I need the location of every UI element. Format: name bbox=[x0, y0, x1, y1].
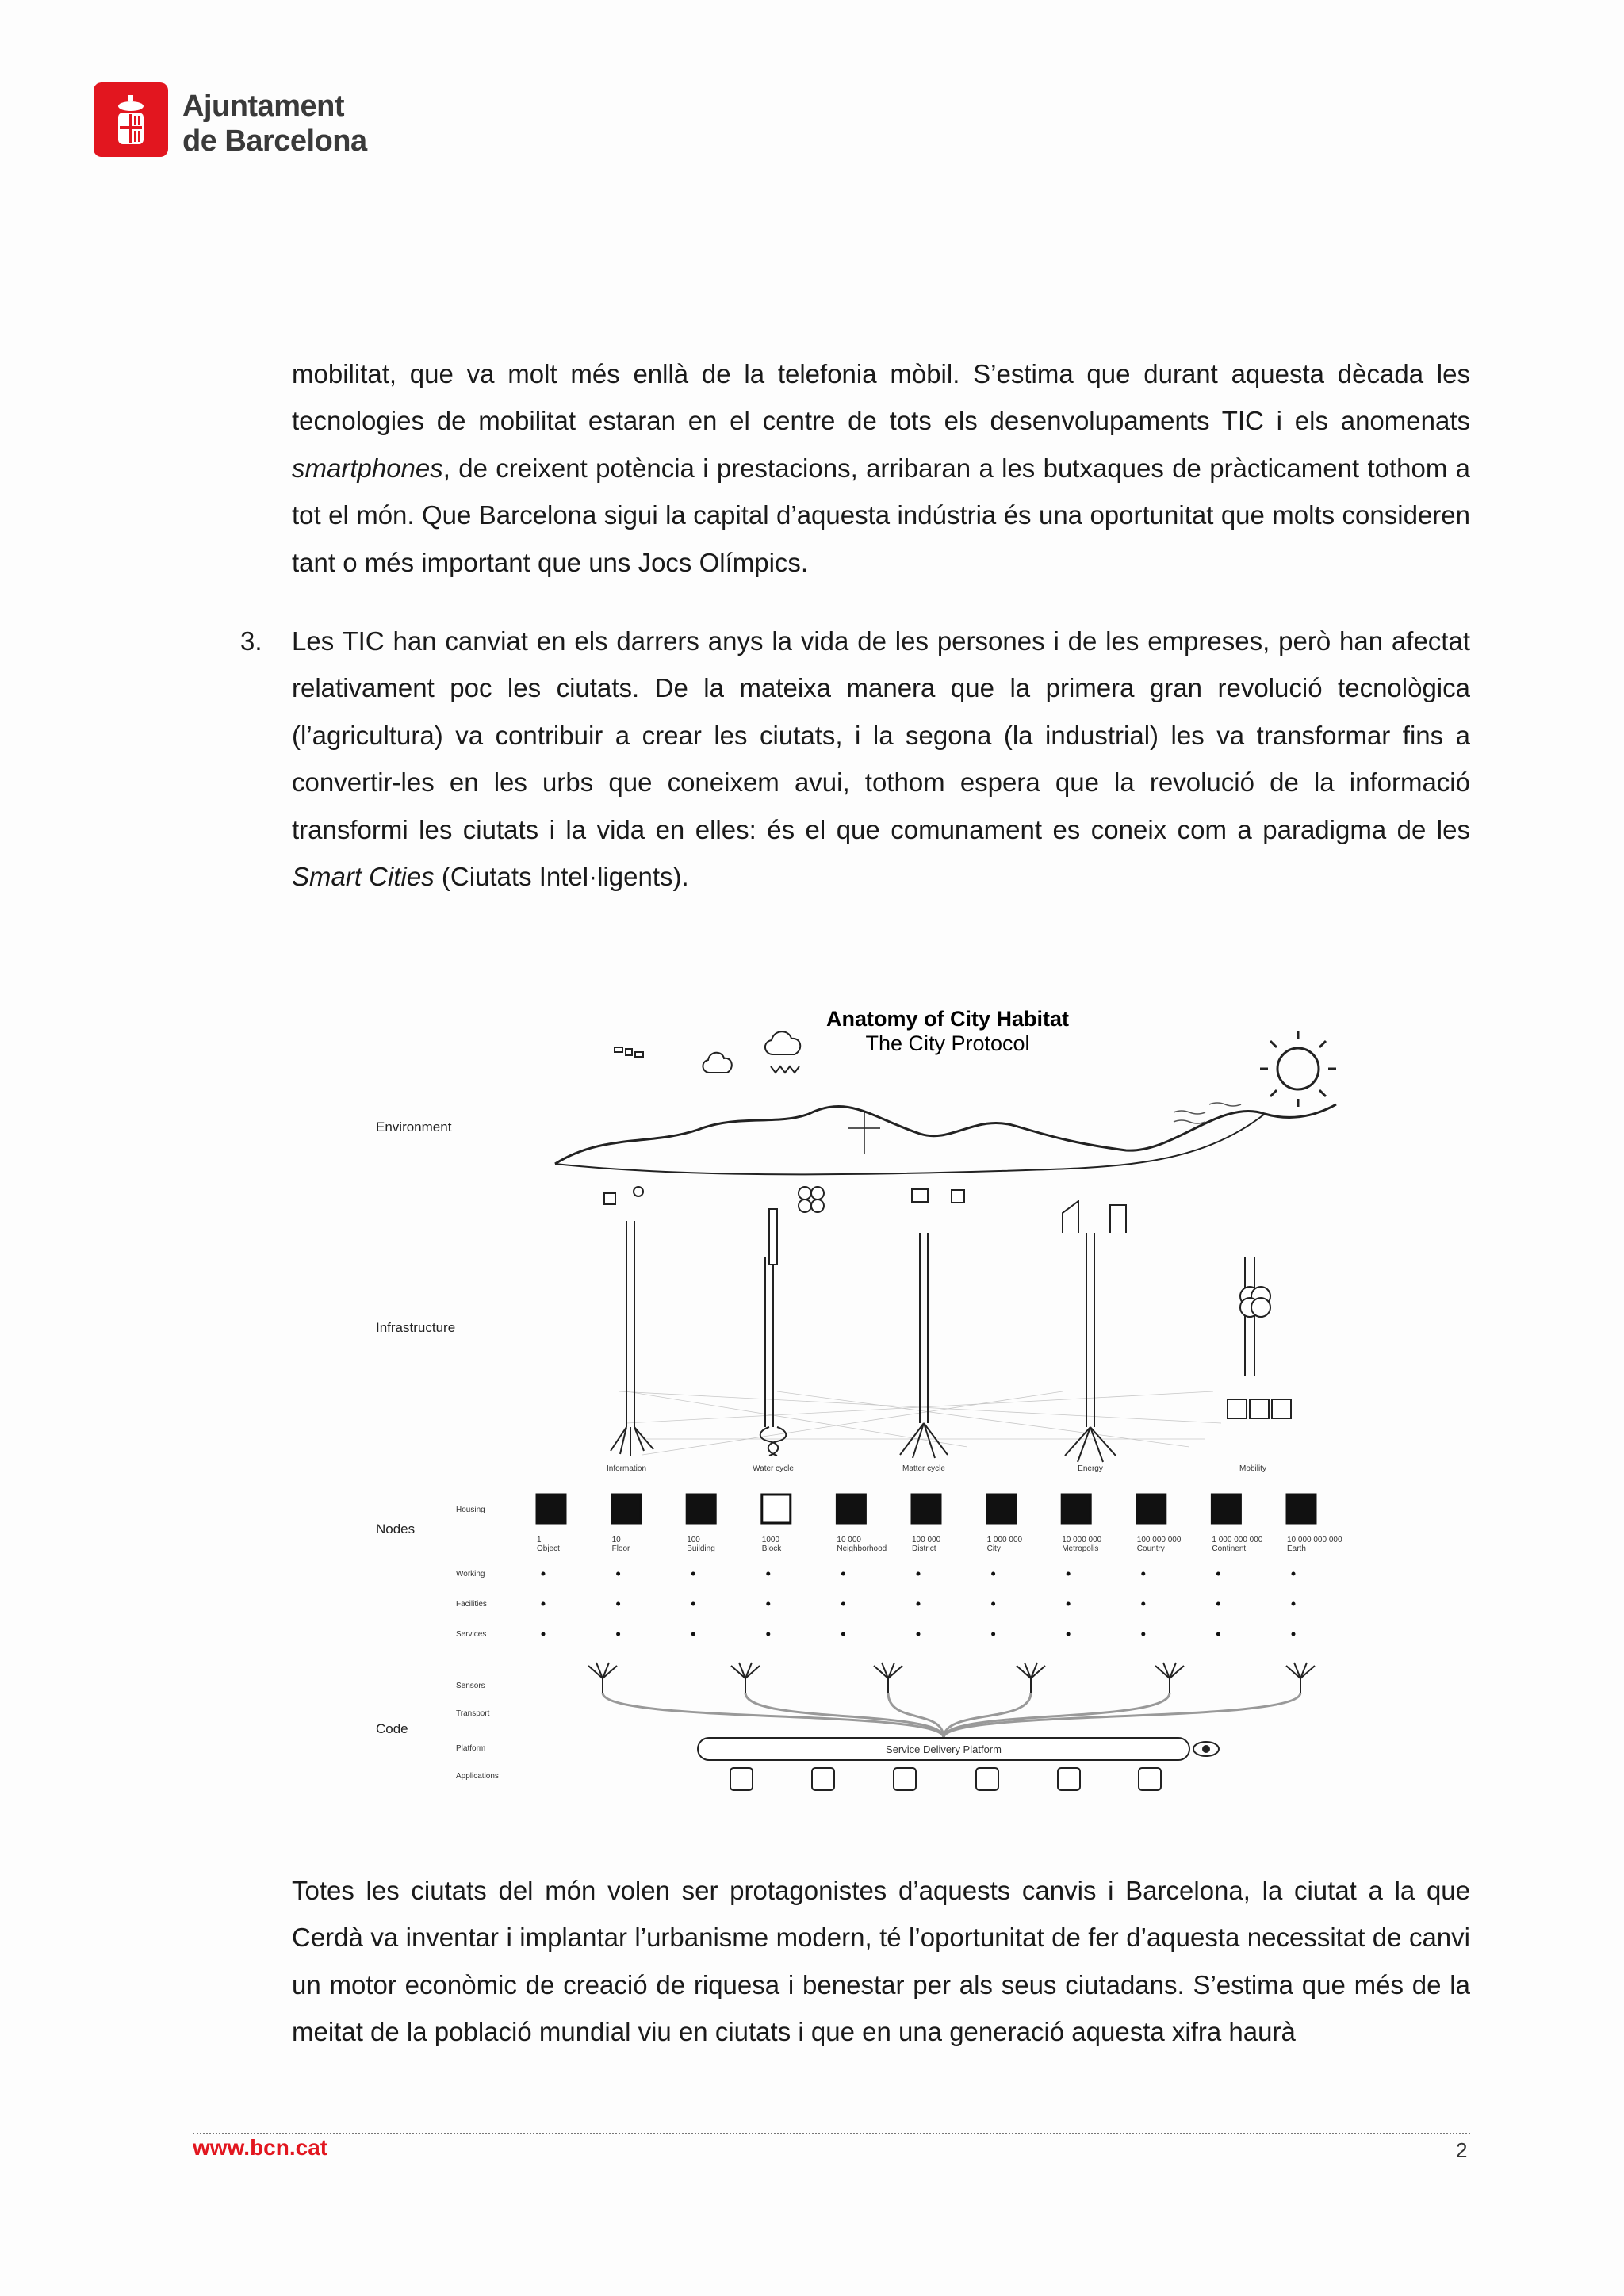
scale-name-label: Neighborhood bbox=[837, 1544, 887, 1553]
sensor-tree bbox=[1155, 1663, 1184, 1693]
scale-node-icon bbox=[1287, 1494, 1316, 1523]
node-dot bbox=[616, 1602, 620, 1606]
sensor-tree bbox=[874, 1663, 902, 1693]
sensor-tree bbox=[731, 1663, 760, 1693]
scale-count-label: 100 000 bbox=[912, 1536, 941, 1544]
application-icon bbox=[976, 1768, 998, 1790]
node-dot bbox=[766, 1632, 770, 1636]
node-dot bbox=[1292, 1602, 1296, 1606]
footer-divider bbox=[193, 2133, 1470, 2134]
scale-node-icon bbox=[687, 1494, 715, 1523]
scale-count-label: 10 000 000 bbox=[1062, 1536, 1102, 1544]
sensor-tree bbox=[1286, 1663, 1315, 1693]
paragraph-text: (Ciutats Intel·ligents). bbox=[434, 862, 689, 892]
node-dot bbox=[1216, 1632, 1220, 1636]
scale-name-label: Continent bbox=[1212, 1544, 1247, 1553]
sensor-tree bbox=[588, 1663, 617, 1693]
node-dot bbox=[1292, 1572, 1296, 1576]
application-icon bbox=[1058, 1768, 1080, 1790]
scale-count-label: 1 000 000 000 bbox=[1212, 1536, 1263, 1544]
application-icons bbox=[730, 1768, 1161, 1790]
scale-name-label: Metropolis bbox=[1062, 1544, 1099, 1553]
code-label-transport: Transport bbox=[456, 1709, 490, 1718]
node-dot bbox=[691, 1632, 695, 1636]
infra-label-water-cycle: Water cycle bbox=[753, 1464, 794, 1473]
node-dot bbox=[1292, 1632, 1296, 1636]
infra-label-matter-cycle: Matter cycle bbox=[902, 1464, 945, 1473]
sensor-link bbox=[944, 1693, 1031, 1738]
infrastructure-icons bbox=[604, 1187, 1291, 1418]
application-icon bbox=[812, 1768, 834, 1790]
scale-name-label: Country bbox=[1136, 1544, 1165, 1553]
logo-line-2: de Barcelona bbox=[182, 124, 367, 158]
paragraph-text: Totes les ciutats del món volen ser protagonistes d’aquests canvis i Barcelona, la ciutat a la que Cerdà va inventar i implantar l’urbanisme modern, té l’oportunitat de fer d’aquesta necessitat de canvi un motor econòmic de creació de riquesa i benestar per als seus ciutadans. S’estima que més de la meitat de la població mundial viu en ciutats i que en una generació aquesta xifra haurà bbox=[292, 1876, 1470, 2047]
node-dot bbox=[991, 1602, 995, 1606]
node-dot bbox=[917, 1632, 921, 1636]
node-dot bbox=[542, 1602, 546, 1606]
node-dot bbox=[1216, 1602, 1220, 1606]
anatomy-city-habitat-figure bbox=[365, 995, 1348, 1808]
cloud-icon bbox=[703, 1031, 800, 1073]
scale-name-label: Earth bbox=[1287, 1544, 1306, 1553]
paragraph-text: , de creixent potència i prestacions, arribaran a les butxaques de pràcticament tothom a tot el món. Que Barcelona sigui la capital d’aquesta indústria és una oportunitat que molts consideren tant o més important que uns Jocs Olímpics. bbox=[292, 453, 1470, 577]
node-dot bbox=[1067, 1602, 1071, 1606]
scale-node-icon bbox=[837, 1494, 865, 1523]
node-dot bbox=[1141, 1632, 1145, 1636]
italic-term: smartphones bbox=[292, 453, 443, 483]
node-dot bbox=[1067, 1632, 1071, 1636]
environment-landscape bbox=[555, 1104, 1336, 1174]
node-dot bbox=[1141, 1572, 1145, 1576]
node-dot bbox=[1067, 1572, 1071, 1576]
scale-count-label: 100 000 000 bbox=[1136, 1536, 1182, 1544]
platform-label: Service Delivery Platform bbox=[886, 1743, 1002, 1755]
node-dot bbox=[542, 1632, 546, 1636]
row-label-infrastructure: Infrastructure bbox=[376, 1320, 456, 1335]
scale-count-label: 10 000 bbox=[837, 1536, 861, 1544]
node-dot bbox=[841, 1602, 845, 1606]
application-icon bbox=[894, 1768, 916, 1790]
infrastructure-labels bbox=[607, 1464, 1266, 1473]
scale-name-label: District bbox=[912, 1544, 936, 1553]
scale-name-label: Block bbox=[761, 1544, 782, 1553]
sensor-trees bbox=[588, 1663, 1315, 1738]
barcelona-crest-icon bbox=[94, 82, 168, 157]
eye-icon bbox=[1193, 1742, 1219, 1756]
node-label-housing: Housing bbox=[456, 1506, 485, 1514]
scale-nodes bbox=[537, 1494, 1342, 1636]
scale-name-label: Object bbox=[537, 1544, 560, 1553]
node-dot bbox=[616, 1632, 620, 1636]
paragraph-barcelona bbox=[292, 1867, 1470, 2056]
italic-term: Smart Cities bbox=[292, 862, 435, 892]
infrastructure-trees bbox=[611, 1221, 1254, 1462]
ajuntament-logo bbox=[94, 82, 379, 159]
node-dot bbox=[991, 1632, 995, 1636]
node-label-working: Working bbox=[456, 1570, 485, 1578]
satellite-icon bbox=[615, 1047, 643, 1057]
page-number: 2 bbox=[1456, 2138, 1468, 2162]
scale-count-label: 10 000 000 000 bbox=[1287, 1536, 1342, 1544]
node-dot bbox=[766, 1602, 770, 1606]
node-dot bbox=[841, 1572, 845, 1576]
node-dot bbox=[1141, 1602, 1145, 1606]
scale-count-label: 100 bbox=[687, 1536, 700, 1544]
logo-wordmark bbox=[182, 89, 367, 159]
scale-count-label: 10 bbox=[611, 1536, 621, 1544]
node-dot bbox=[841, 1632, 845, 1636]
paragraph-mobility bbox=[292, 350, 1470, 586]
scale-node-icon bbox=[912, 1494, 940, 1523]
scale-count-label: 1 000 000 bbox=[986, 1536, 1023, 1544]
scale-node-icon bbox=[612, 1494, 641, 1523]
infra-label-energy: Energy bbox=[1078, 1464, 1103, 1473]
sensor-tree bbox=[1017, 1663, 1045, 1693]
node-dot bbox=[917, 1572, 921, 1576]
code-label-platform: Platform bbox=[456, 1744, 486, 1753]
scale-node-icon bbox=[762, 1494, 791, 1523]
logo-line-1: Ajuntament bbox=[182, 90, 344, 123]
figure-subtitle: The City Protocol bbox=[865, 1031, 1030, 1055]
node-label-services: Services bbox=[456, 1630, 487, 1639]
node-dot bbox=[917, 1602, 921, 1606]
application-icon bbox=[1139, 1768, 1161, 1790]
node-dot bbox=[691, 1602, 695, 1606]
footer-website-link[interactable]: www.bcn.cat bbox=[193, 2135, 328, 2160]
sun-icon bbox=[1260, 1031, 1336, 1107]
scale-node-icon bbox=[987, 1494, 1016, 1523]
node-dot bbox=[766, 1572, 770, 1576]
scale-count-label: 1000 bbox=[761, 1536, 780, 1544]
paragraph-text: Les TIC han canviat en els darrers anys la vida de les persones i de les empreses, però han afectat relativament poc les ciutats. De la mateixa manera que la primera gran revolució tecnològica (l’agricultura) va contribuir a crear les ciutats, i la segona (la industrial) les va transformar fins a convertir-les en les urbs que coneixem avui, tothom espera que la revolució de la informació transformi les ciutats i la vida en elles: és el que comunament es coneix com a paradigma de les bbox=[292, 626, 1470, 844]
scale-node-icon bbox=[1212, 1494, 1240, 1523]
infra-label-mobility: Mobility bbox=[1239, 1464, 1266, 1473]
node-label-facilities: Facilities bbox=[456, 1600, 487, 1609]
row-label-environment: Environment bbox=[376, 1119, 452, 1135]
node-dot bbox=[616, 1572, 620, 1576]
application-icon bbox=[730, 1768, 753, 1790]
figure-title: Anatomy of City Habitat bbox=[825, 1007, 1070, 1031]
paragraph-text: mobilitat, que va molt més enllà de la telefonia mòbil. S’estima que durant aquesta dècada les tecnologies de mobilitat estaran en el centre de tots els desenvolupaments TIC i els anomenats bbox=[292, 359, 1470, 436]
node-dot bbox=[991, 1572, 995, 1576]
scale-name-label: City bbox=[986, 1544, 1001, 1553]
node-dot bbox=[691, 1572, 695, 1576]
scale-node-icon bbox=[537, 1494, 565, 1523]
code-label-sensors: Sensors bbox=[456, 1682, 485, 1690]
code-label-applications: Applications bbox=[456, 1772, 499, 1781]
scale-name-label: Floor bbox=[611, 1544, 630, 1553]
scale-node-icon bbox=[1062, 1494, 1090, 1523]
row-label-nodes: Nodes bbox=[376, 1521, 416, 1536]
node-dot bbox=[542, 1572, 546, 1576]
node-dot bbox=[1216, 1572, 1220, 1576]
row-label-code: Code bbox=[376, 1721, 408, 1736]
scale-node-icon bbox=[1137, 1494, 1166, 1523]
infra-label-information: Information bbox=[606, 1464, 647, 1473]
sensor-link bbox=[603, 1693, 944, 1738]
scale-name-label: Building bbox=[687, 1544, 715, 1553]
scale-count-label: 1 bbox=[537, 1536, 542, 1544]
list-number: 3. bbox=[240, 626, 262, 656]
list-item-3 bbox=[292, 618, 1470, 900]
